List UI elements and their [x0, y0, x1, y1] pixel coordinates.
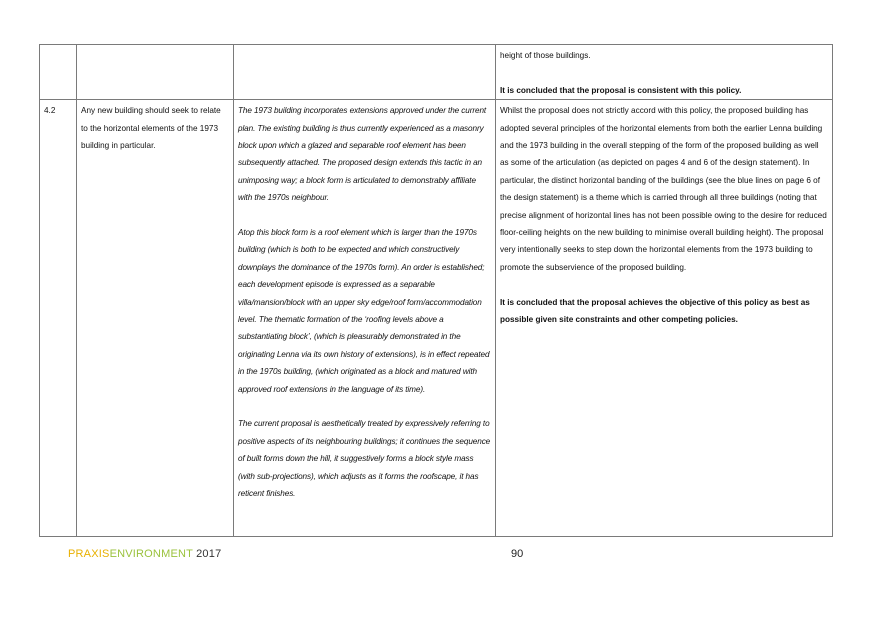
statement-paragraph: Atop this block form is a roof element which is larger than the 1970s building (which is both to be expected and which constructively downplays the dominance of the 1970s form). An order is established; each development episode is expressed as a separable villa/mansion/block with an upper sky edge/roof form/accommodation level. The thematic formation of the ‘roofing levels above a substantiating block’, (which is pleasurably demonstrated in the originating Lenna via its own history of extensions), is in effect repeated in the 1970s building, (which originated as a block and matured with approved roof extensions in the language of its time).	[238, 228, 490, 394]
page-number: 90	[511, 548, 524, 560]
assessment-cell	[496, 45, 833, 100]
footer-year: 2017	[192, 548, 222, 560]
assessment-text: height of those buildings.	[500, 51, 591, 60]
footer-brand	[68, 548, 221, 560]
policy-cell	[77, 45, 234, 100]
table-row	[40, 100, 833, 537]
policy-reference: 4.2	[44, 106, 56, 116]
statement-paragraph: The current proposal is aesthetically treated by expressively referring to positive aspects of its neighbouring buildings; it continues the sequence of built forms down the hill, it suggestively forms a block style mass (with sub-projections), which adjusts as it forms the roofscape, it has reticent finishes.	[238, 419, 491, 499]
assessment-conclusion: It is concluded that the proposal is consistent with this policy.	[500, 85, 742, 95]
statement-cell	[234, 45, 496, 100]
brand-environment: ENVIRONMENT	[109, 548, 193, 560]
policy-text: Any new building should seek to relate to the horizontal elements of the 1973 building in particular.	[81, 106, 221, 151]
assessment-cell	[496, 100, 833, 537]
assessment-text: Whilst the proposal does not strictly accord with this policy, the proposed building has adopted several principles of the horizontal elements from both the earlier Lenna building and the 1973 building in the overall stepping of the form of the proposed building as well as some of the articulation (as depicted on pages 4 and 6 of the design statement). In particular, the distinct horizontal banding of the buildings (see the blue lines on page 6 of the design statement) is a theme which is carried through all three buildings (noting that precise alignment of horizontal lines has not been possible owing to the desire for reduced floor-ceiling heights on the new building to minimise overall building height). The proposal very intentionally seeks to step down the horizontal elements from the 1973 building to promote the subservience of the proposed building.	[500, 106, 827, 272]
table-row	[40, 45, 833, 100]
ref-cell	[40, 45, 77, 100]
ref-cell	[40, 100, 77, 537]
policy-cell	[77, 100, 234, 537]
statement-paragraph: The 1973 building incorporates extensions approved under the current plan. The existing building is thus currently experienced as a masonry block upon which a glazed and separable roof element has been subsequently attached. The proposed design extends this tactic in an unimposing way; a block form is articulated to demonstrably affiliate with the 1970s neighbour.	[238, 106, 487, 203]
assessment-conclusion: It is concluded that the proposal achieves the objective of this policy as best as possible given site constraints and other competing policies.	[500, 297, 810, 325]
brand-praxis: PRAXIS	[68, 548, 110, 560]
statement-cell	[234, 100, 496, 537]
policy-assessment-table	[39, 44, 833, 537]
